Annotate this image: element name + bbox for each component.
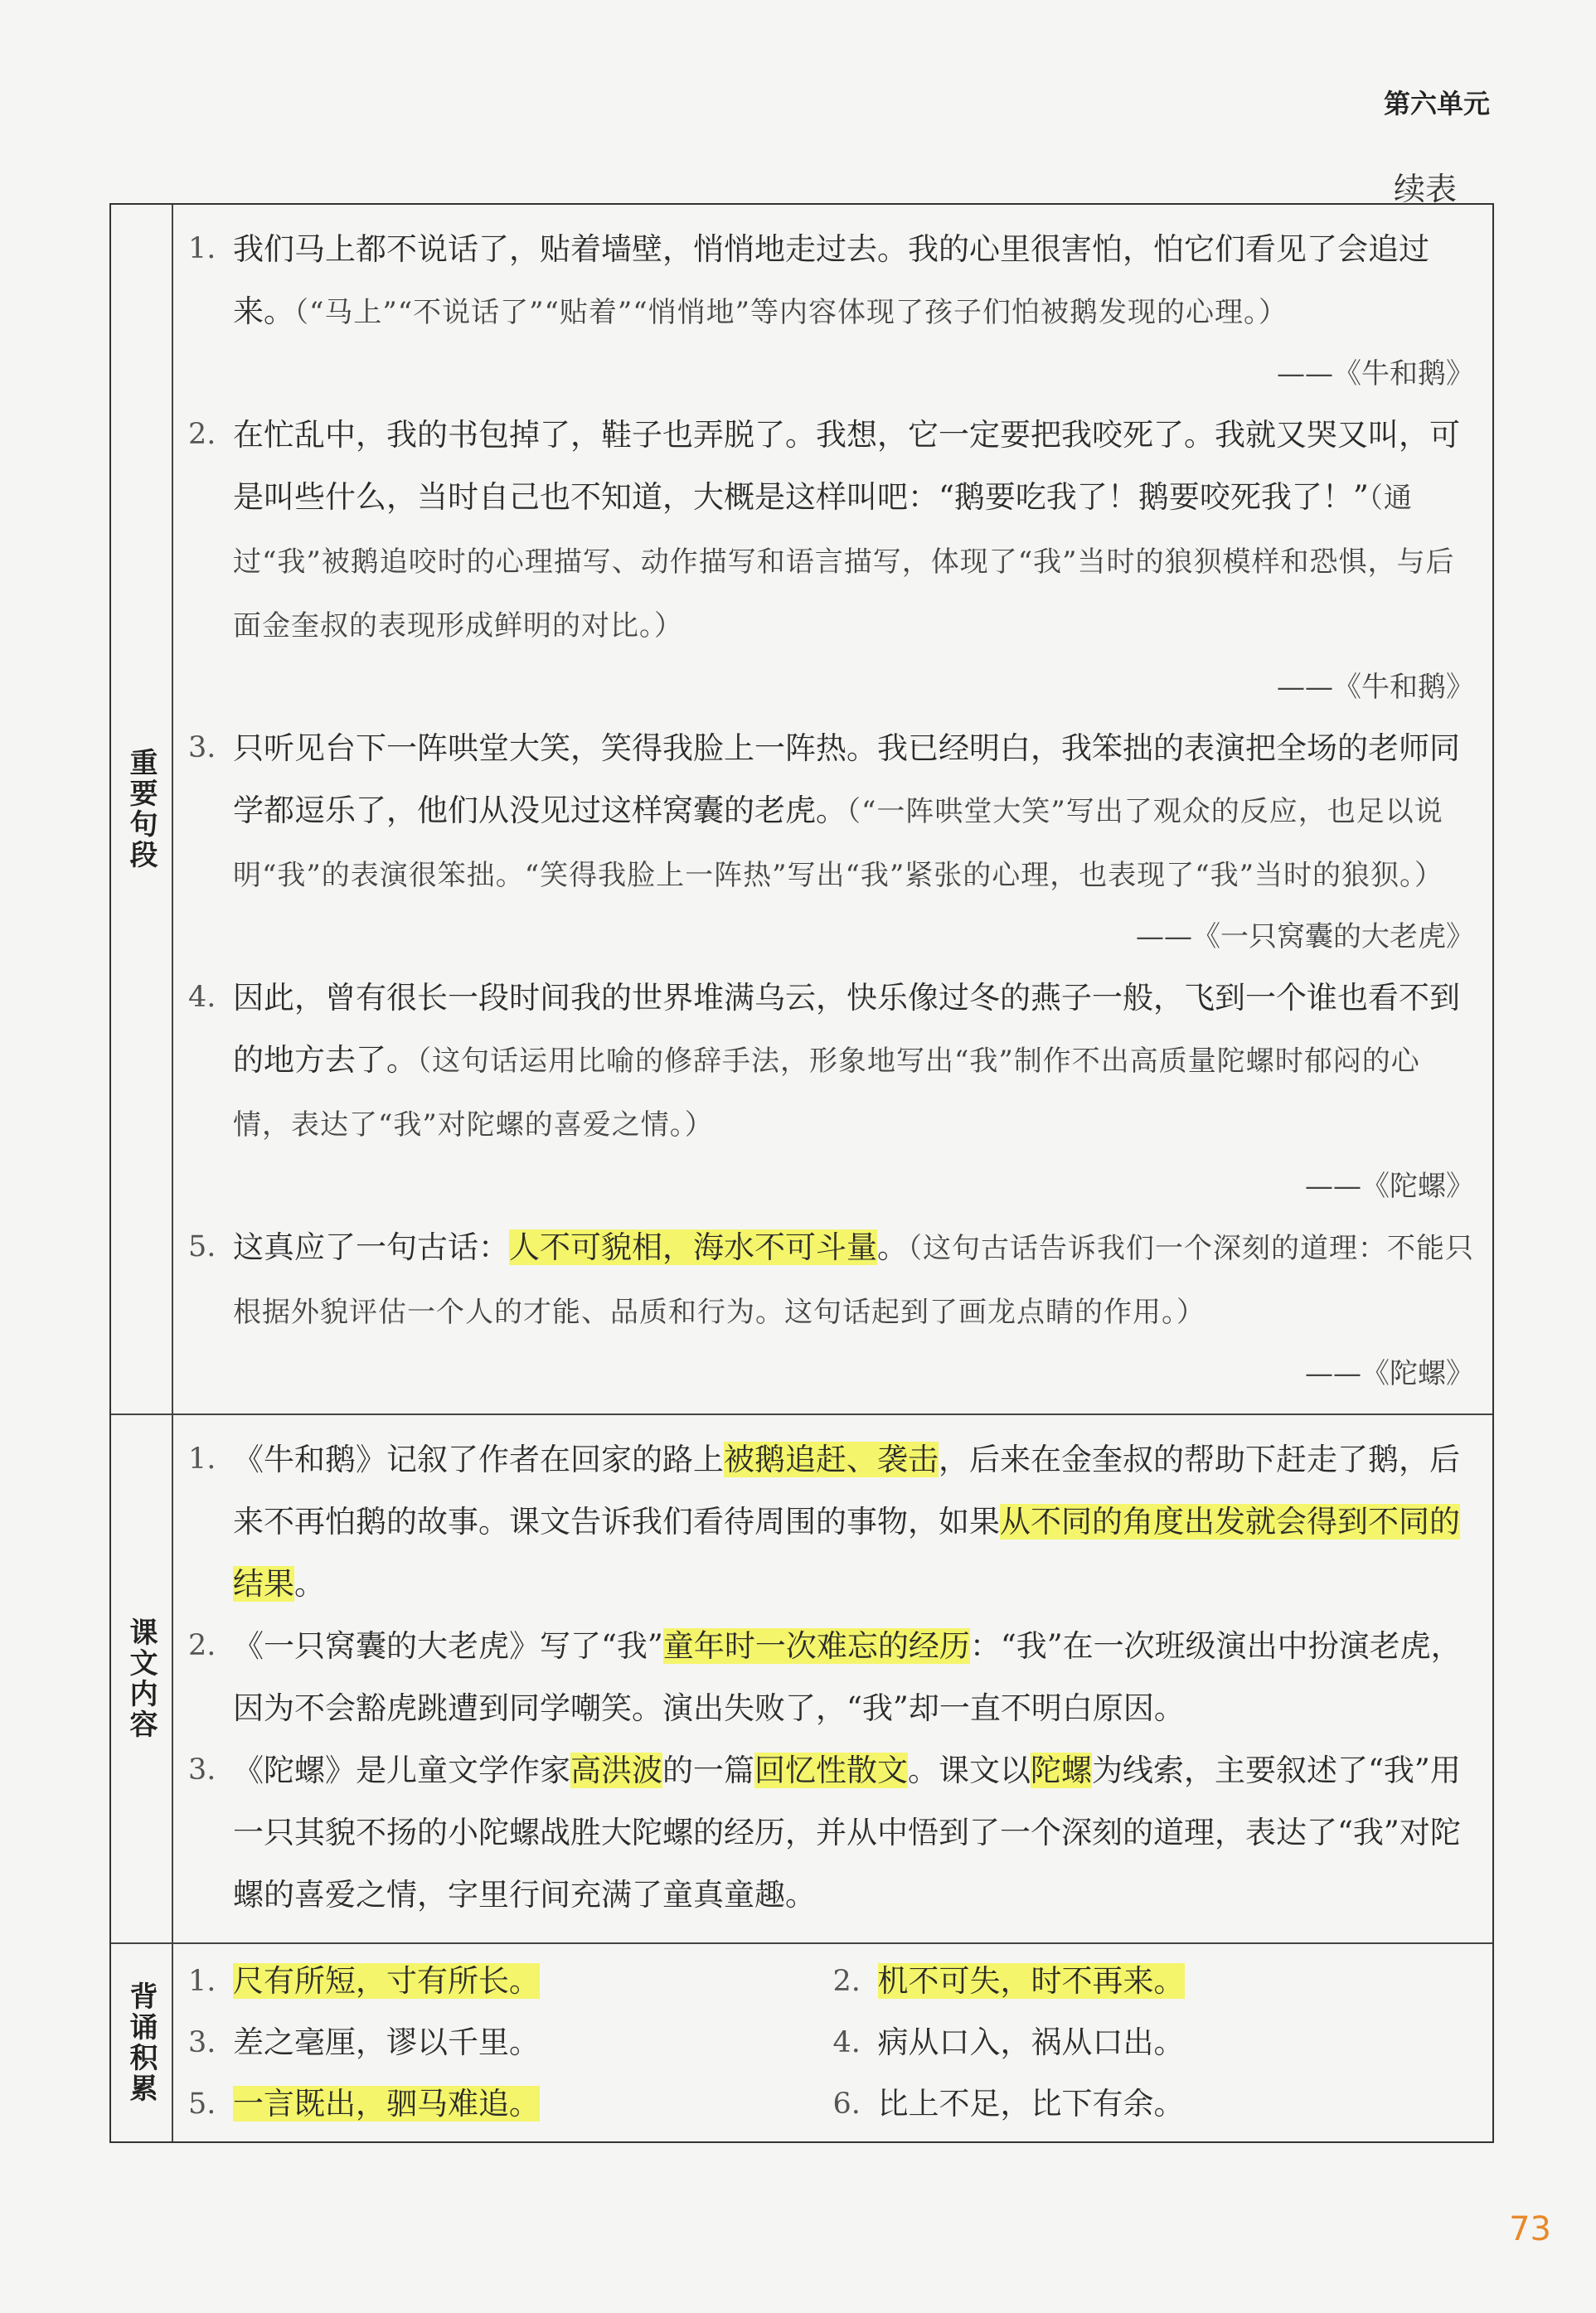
sentence-source: ——《一只窝囊的大老虎》 [1136,920,1474,953]
recite-row [111,1942,1492,2141]
content-item-3 [188,1739,1477,1926]
item-number: 1. [188,232,216,265]
item-number: 1. [188,1443,216,1476]
page-number: 73 [1509,2210,1551,2248]
content-text: ，后来在金奎叔的帮助下赶走了鹅，后来不再怕鹅的故事。课文告诉我们看待周围的事物，如果 [233,1442,1460,1540]
item-number: 5. [188,2088,216,2121]
content-item-2 [188,1615,1477,1739]
recite-item [833,2073,1478,2135]
sentence-text: 在忙乱中，我的书包掉了，鞋子也弄脱了。我想，它一定要把我咬死了。我就又哭又叫，可是叫些什么，当时自己也不知道，大概是这样叫吧：“鹅要吃我了！鹅要咬死我了！” [233,417,1460,515]
item-number: 3. [188,731,216,764]
sentences-label: 重要句段 [124,748,158,870]
sentence-text: 我们马上都不说话了，贴着墙壁，悄悄地走过去。我的心里很害怕，怕它们看见了会追过来。 [233,231,1429,329]
content-body [173,1415,1492,1942]
sentence-note: （“一阵哄堂大笑”写出了观众的反应，也足以说明“我”的表演很笨拙。“笑得我脸上一阵热”写出“我”紧张的心理，也表现了“我”当时的狼狈。） [233,795,1444,892]
sentence-source: ——《陀螺》 [1305,1170,1474,1203]
item-number: 1. [188,1965,216,1998]
recite-header [111,1944,173,2141]
item-number: 2. [832,1965,861,1998]
content-text: 为线索，主要叙述了“我”用一只其貌不扬的小陀螺战胜大陀螺的经历，并从中悟到了一个深刻的道理，表达了“我”对陀螺的喜爱之情，字里行间充满了童真童趣。 [233,1753,1461,1913]
continued-label: 续表 [1393,171,1457,207]
content-text: 《牛和鹅》记叙了作者在回家的路上 [233,1442,724,1477]
unit-title: 第六单元 [1383,88,1490,119]
sentence-text: 这真应了一句古话： [233,1229,509,1265]
proverb-text: 一言既出，驷马难追。 [233,2086,540,2121]
proverb-text: 病从口入，祸从口出。 [877,2024,1185,2060]
content-item-1 [188,1428,1477,1615]
sentence-source: ——《陀螺》 [1305,1357,1474,1390]
sentences-body [173,205,1492,1414]
recite-body [173,1944,1492,2141]
content-header [111,1415,173,1942]
sentences-row [111,205,1492,1414]
item-number: 6. [832,2088,861,2121]
recite-item [188,1951,833,2012]
content-text: ：“我”在一次班级演出中扮演老虎，因为不会豁虎跳遭到同学嘲笑。演出失败了，“我”却一直不明白原因。 [233,1628,1462,1726]
item-number: 4. [188,981,216,1014]
content-text: 。课文以 [908,1753,1031,1788]
proverb-text: 机不可失，时不再来。 [877,1963,1185,1999]
recite-item [833,2012,1478,2073]
item-number: 3. [188,1753,216,1787]
highlighted-phrase: 被鹅追赶、袭击 [724,1442,939,1477]
sentence-item-1 [188,218,1477,404]
proverb-text: 尺有所短，寸有所长。 [233,1963,540,1999]
recite-item [188,2073,833,2135]
sentence-item-4 [188,967,1477,1216]
item-number: 4. [832,2026,861,2059]
recite-grid [188,1951,1477,2135]
recite-item [833,1951,1478,2012]
sentence-item-5 [188,1216,1477,1404]
item-number: 2. [188,418,216,451]
highlighted-proverb: 人不可貌相，海水不可斗量 [509,1229,877,1265]
highlighted-phrase: 从不同的角度出发就会得到不同的结果 [233,1504,1460,1602]
sentence-note: （这句古话告诉我们一个深刻的道理：不能只根据外貌评估一个人的才能、品质和行为。这句话起到了画龙点睛的作用。） [233,1232,1474,1329]
sentence-source: ——《牛和鹅》 [1277,671,1474,704]
sentence-item-2 [188,404,1477,717]
content-label: 课文内容 [124,1617,158,1740]
highlighted-phrase: 陀螺 [1031,1753,1092,1788]
sentence-note: （“马上”“不说话了”“贴着”“悄悄地”等内容体现了孩子们怕被鹅发现的心理。） [294,296,1288,329]
item-number: 5. [188,1230,216,1263]
highlighted-phrase: 童年时一次难忘的经历 [662,1628,970,1664]
recite-label: 背诵积累 [124,1981,158,2104]
item-number: 2. [188,1629,216,1662]
summary-table [109,203,1494,2143]
proverb-text: 比上不足，比下有余。 [877,2086,1185,2121]
item-number: 3. [188,2026,216,2059]
sentence-text: 因此，曾有很长一段时间我的世界堆满乌云，快乐像过冬的燕子一般，飞到一个谁也看不到的地方去了。 [233,980,1460,1078]
highlighted-phrase: 回忆性散文 [754,1753,908,1788]
content-text: 的一篇 [662,1753,754,1788]
content-text: 《一只窝囊的大老虎》写了“我” [233,1628,663,1664]
content-row [111,1414,1492,1942]
content-text: 。 [294,1566,325,1602]
sentences-header [111,205,173,1414]
sentence-item-3 [188,717,1477,967]
content-text: 《陀螺》是儿童文学作家 [233,1753,570,1788]
sentence-source: ——《牛和鹅》 [1277,357,1474,390]
highlighted-phrase: 高洪波 [570,1753,662,1788]
sentence-text: 只听见台下一阵哄堂大笑，笑得我脸上一阵热。我已经明白，我笨拙的表演把全场的老师同学都逗乐了，他们从没见过这样窝囊的老虎。 [233,730,1460,828]
sentence-text-end: 。 [877,1229,908,1265]
sentence-note: （通过“我”被鹅追咬时的心理描写、动作描写和语言描写，体现了“我”当时的狼狈模样和恐惧，与后面金奎叔的表现形成鲜明的对比。） [233,482,1455,642]
proverb-text: 差之毫厘，谬以千里。 [233,2024,540,2060]
recite-item [188,2012,833,2073]
sentence-note: （这句话运用比喻的修辞手法，形象地写出“我”制作不出高质量陀螺时郁闷的心情，表达了“我”对陀螺的喜爱之情。） [233,1045,1420,1142]
